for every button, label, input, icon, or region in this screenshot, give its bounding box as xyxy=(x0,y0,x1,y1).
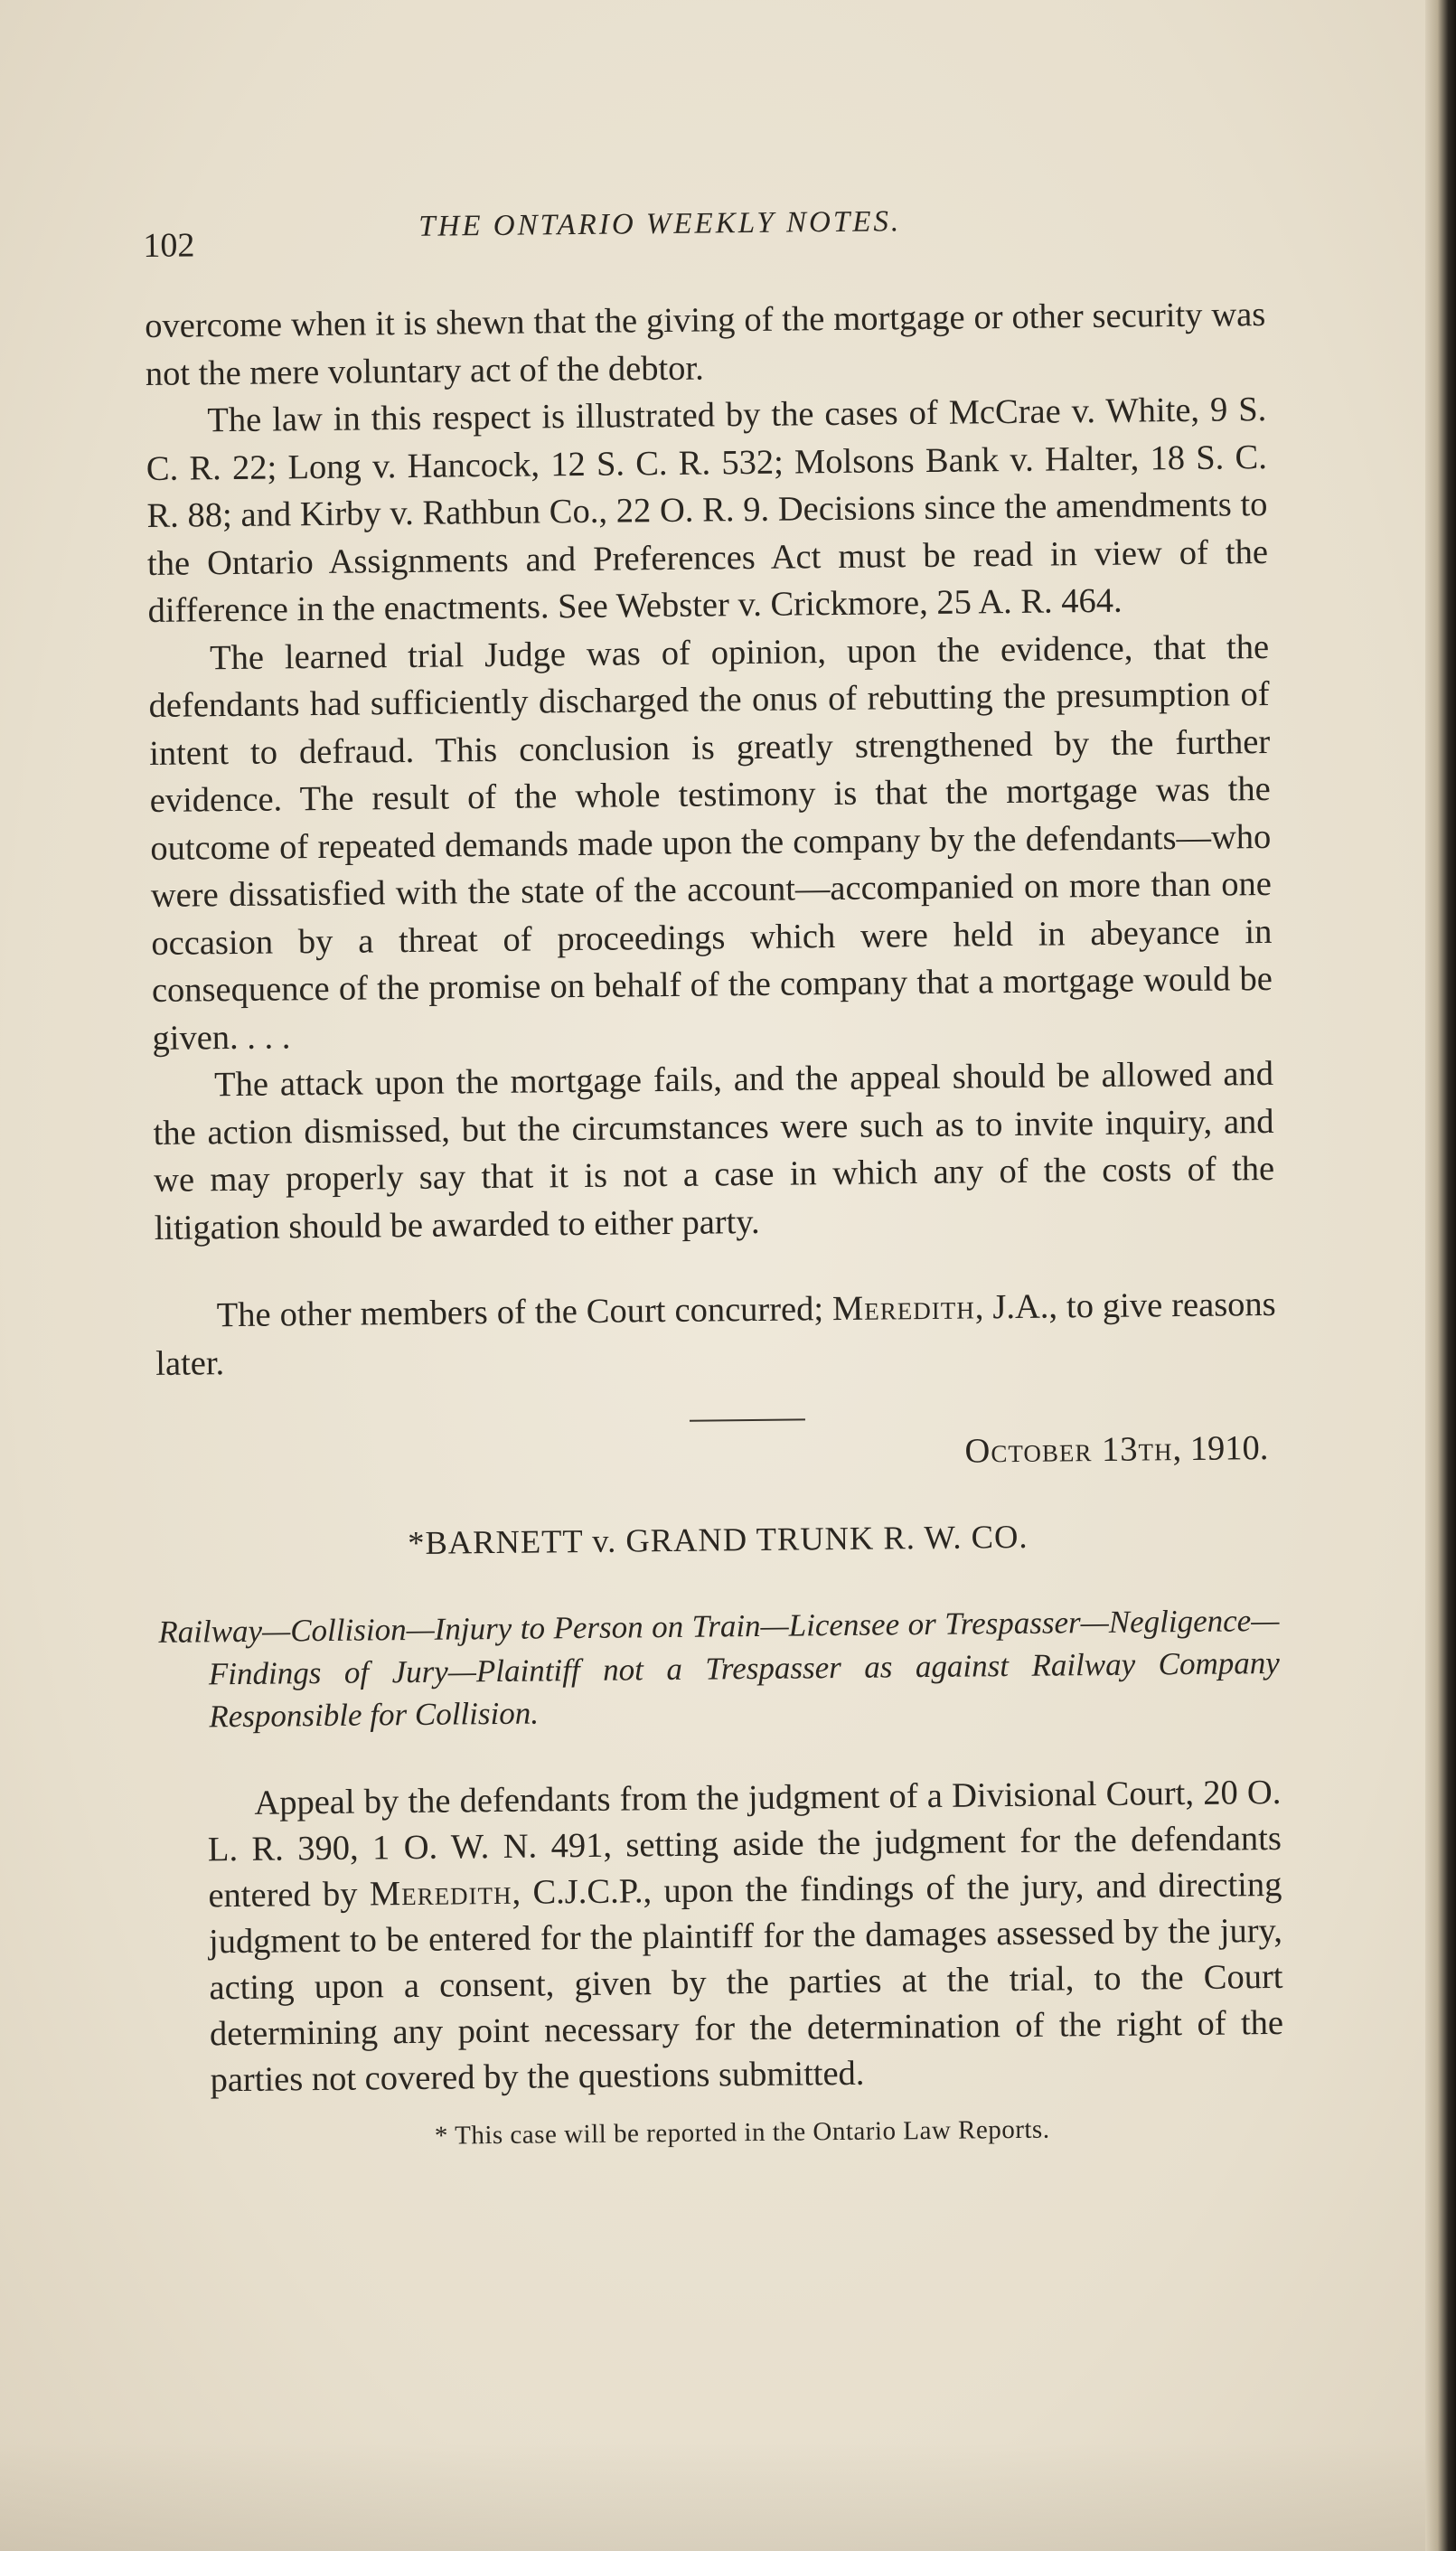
paragraph-concurrence xyxy=(155,1281,1276,1388)
paragraph-trial-judge-opinion: The learned trial Judge was of opinion, upon the evidence, that the defendants had sufficiently discharged the onus of rebutting the presumption of intent to defraud. This conclusion is greatly strengthened by the further evidence. The result of the whole testimony is that the mortgage was the outcome of repeated demands made upon the company by the defendants—who were dissatisfied with the state of the account—accompanied on more than one occasion by a threat of proceedings which were held in abeyance in consequence of the promise on behalf of the company that a mortgage would be given. . . . xyxy=(148,627,1273,1058)
decision-date xyxy=(156,1425,1277,1483)
appeal-judge-name: Meredith xyxy=(369,1873,512,1914)
section-divider xyxy=(690,1418,805,1421)
running-title: THE ONTARIO WEEKLY NOTES. xyxy=(418,205,902,243)
page-number: 102 xyxy=(143,226,195,265)
concurrence-judge-name: Meredith xyxy=(831,1288,975,1329)
appeal-text: Appeal by the defendants from the judgment of a Divisional Court, 20 O. L. R. 390, 1 O. W. N. 491, setting aside the judgment for the defendants entered by xyxy=(207,1773,1282,1916)
decision-date-year: , 1910. xyxy=(1172,1429,1269,1469)
concurrence-text: The other members of the Court concurred; xyxy=(216,1290,833,1335)
paragraph-conclusion: The attack upon the mortgage fails, and the appeal should be allowed and the action dismissed, but the circumstances were such as to invite inquiry, and we may properly say that it is not a case in which any of the costs of the litigation should be awarded to either party. xyxy=(153,1054,1275,1247)
appeal-text-end: , C.J.C.P., upon the findings of the jury, and directing judgment to be entered for the plaintiff for the damages assessed by the jury, acting upon a consent, given by the parties at the trial, to the Court determining any point necessary for the determination of the right of the parties not covered by the questions submitted. xyxy=(208,1865,1284,2100)
footnote: * This case will be reported in the Ontario Law Reports. xyxy=(434,2114,1050,2151)
book-spine-edge xyxy=(1425,0,1456,2551)
decision-date-month-day: October 13th xyxy=(964,1430,1173,1471)
page-body xyxy=(145,291,1284,2157)
paragraph-continuation: overcome when it is shewn that the giving of the mortgage or other security was not the mere voluntary act of the debtor. xyxy=(145,296,1266,393)
concurrence-text-end: , J.A., to give reasons later. xyxy=(155,1285,1276,1383)
page-bottom-shadow xyxy=(0,2443,1456,2551)
case-title: *BARNETT v. GRAND TRUNK R. W. CO. xyxy=(407,1517,1029,1561)
case-headnote: Railway—Collision—Injury to Person on Train—Licensee or Trespasser—Negligence—Findings of Jury—Plaintiff not a Trespasser as against Railway Company Responsible for Collision. xyxy=(158,1602,1281,1735)
paragraph-case-law: The law in this respect is illustrated by the cases of McCrae v. White, 9 S. C. R. 22; Long v. Hancock, 12 S. C. R. 532; Molsons Bank v. Halter, 18 S. C. R. 88; and Kirby v. Rathbun Co., 22 O. R. 9. Decisions since the amendments to the Ontario Assignments and Preferences Act must be read in view of the difference in the enactments. See Webster v. Crickmore, 25 A. R. 464. xyxy=(146,391,1269,630)
page-header xyxy=(143,198,1273,264)
appeal-summary xyxy=(160,1770,1284,2104)
